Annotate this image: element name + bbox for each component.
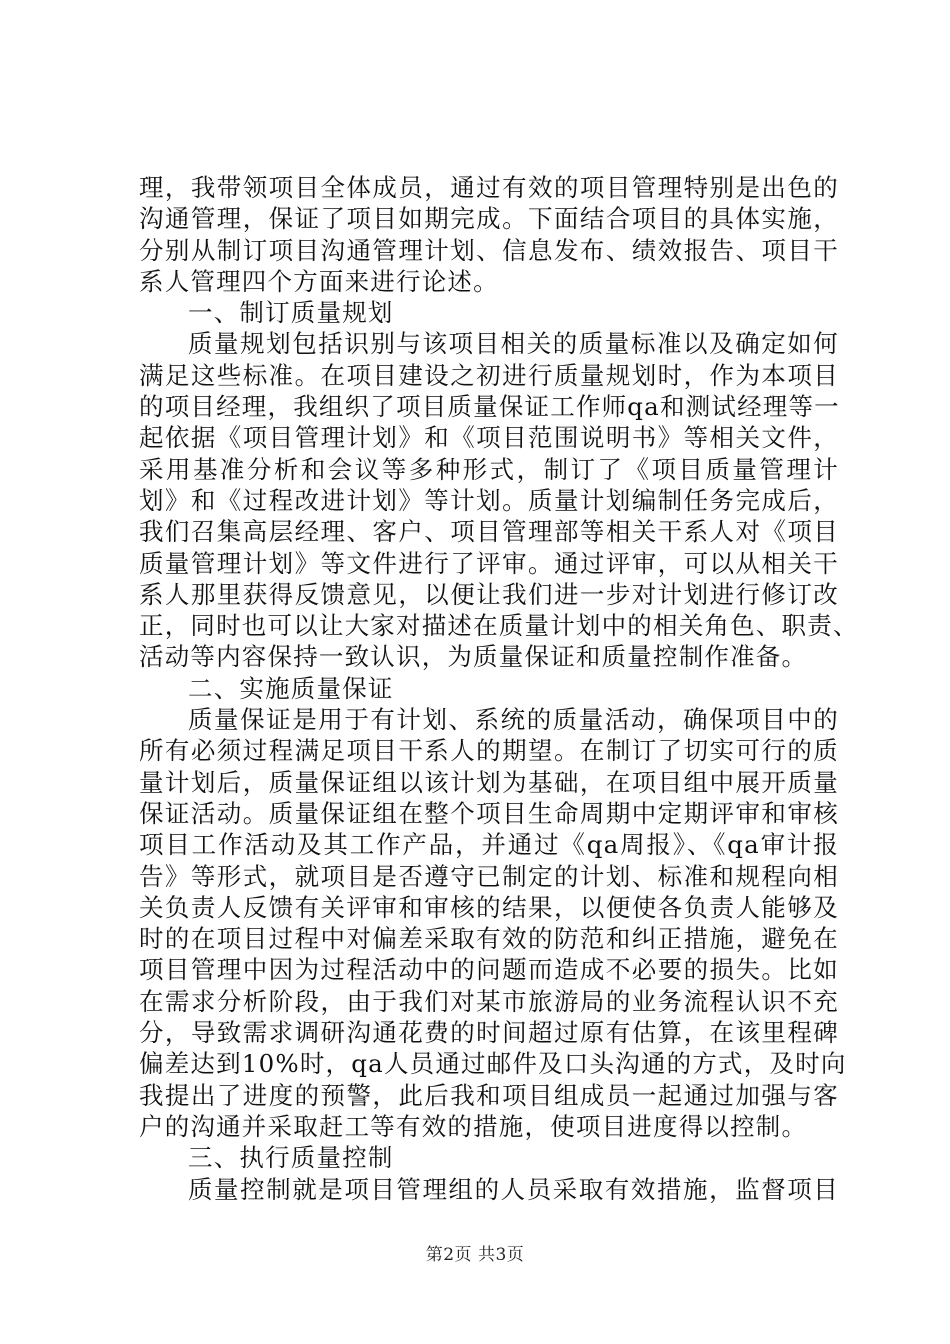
text-line: 采用基准分析和会议等多种形式，制订了《项目质量管理计 [139,454,839,484]
text-line: 项目管理中因为过程活动中的问题而造成不必要的损失。比如 [139,955,839,985]
text-line: 偏差达到10%时，qa人员通过邮件及口头沟通的方式，及时向 [139,1049,847,1079]
text-line: 划》和《过程改进计划》等计划。质量计划编制任务完成后， [139,485,839,515]
document-body [139,172,859,1205]
text-line: 保证活动。质量保证组在整个项目生命周期中定期评审和审核 [139,798,839,828]
text-line: 项目工作活动及其工作产品，并通过《qa周报》、《qa审计报 [139,830,839,860]
text-line: 起依据《项目管理计划》和《项目范围说明书》等相关文件， [139,423,839,453]
text-line: 质量保证是用于有计划、系统的质量活动，确保项目中的 [188,705,839,735]
text-line: 户的沟通并采取赶工等有效的措施，使项目进度得以控制。 [139,1111,808,1141]
text-line: 分别从制订项目沟通管理计划、信息发布、绩效报告、项目干 [139,235,839,265]
text-line: 正，同时也可以让大家对描述在质量计划中的相关角色、职责、 [139,611,859,641]
text-line: 时的在项目过程中对偏差采取有效的防范和纠正措施，避免在 [139,924,839,954]
text-line: 质量管理计划》等文件进行了评审。通过评审，可以从相关干 [139,548,839,578]
text-line: 系人管理四个方面来进行论述。 [139,266,499,296]
text-line: 我们召集高层经理、客户、项目管理部等相关干系人对《项目 [139,517,839,547]
text-line: 告》等形式，就项目是否遵守已制定的计划、标准和规程向相 [139,861,839,891]
text-line: 的项目经理，我组织了项目质量保证工作师qa和测试经理等一 [139,392,840,422]
text-line: 系人那里获得反馈意见，以便让我们进一步对计划进行修订改 [139,579,839,609]
text-line: 关负责人反馈有关评审和审核的结果，以便使各负责人能够及 [139,892,839,922]
text-line: 我提出了进度的预警，此后我和项目组成员一起通过加强与客 [139,1080,839,1110]
text-line: 活动等内容保持一致认识，为质量保证和质量控制作准备。 [139,642,808,672]
text-line: 分，导致需求调研沟通花费的时间超过原有估算，在该里程碑 [139,1018,839,1048]
text-line: 质量控制就是项目管理组的人员采取有效措施，监督项目 [188,1174,839,1204]
text-line: 所有必须过程满足项目干系人的期望。在制订了切实可行的质 [139,736,839,766]
text-line: 量计划后，质量保证组以该计划为基础，在项目组中展开质量 [139,767,839,797]
section-heading: 二、实施质量保证 [188,673,394,703]
section-heading: 一、制订质量规划 [188,298,394,328]
page-footer: 第2页 共3页 [425,1245,525,1265]
text-line: 沟通管理，保证了项目如期完成。下面结合项目的具体实施， [139,204,839,234]
text-line: 满足这些标准。在项目建设之初进行质量规划时，作为本项目 [139,360,839,390]
text-line: 理，我带领项目全体成员，通过有效的项目管理特别是出色的 [139,173,839,202]
text-line: 在需求分析阶段，由于我们对某市旅游局的业务流程认识不充 [139,986,839,1016]
text-line: 质量规划包括识别与该项目相关的质量标准以及确定如何 [188,329,839,359]
section-heading: 三、执行质量控制 [188,1143,394,1173]
